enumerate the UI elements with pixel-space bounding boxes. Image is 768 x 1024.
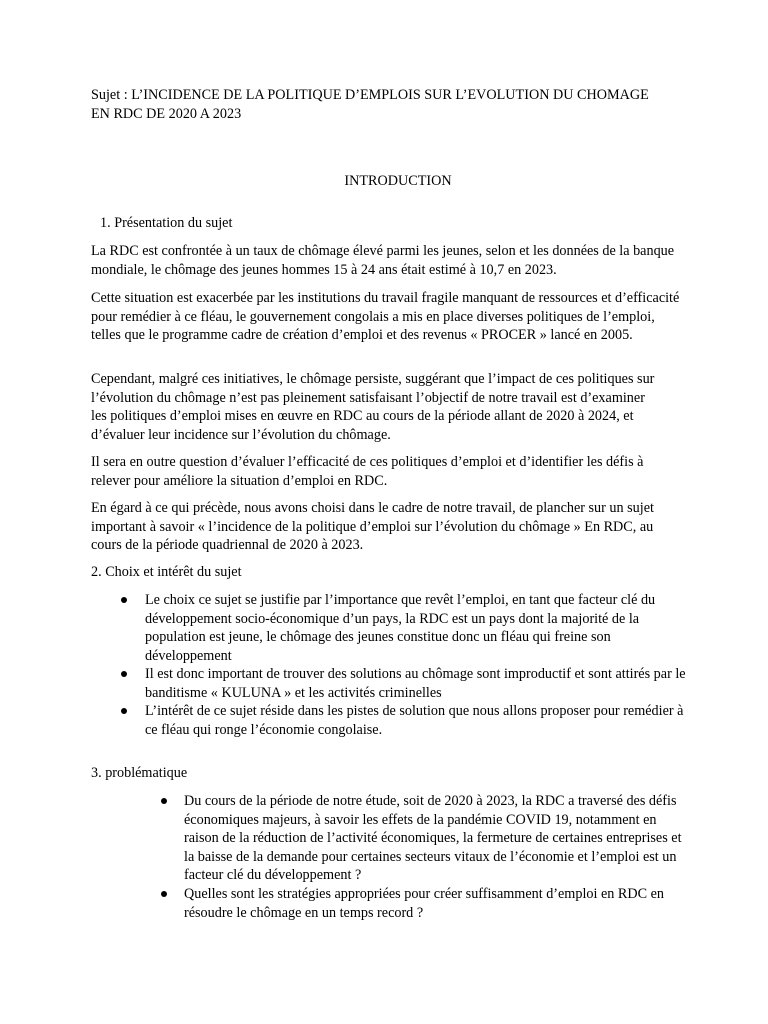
list-item bbox=[145, 702, 693, 739]
list-item bbox=[184, 885, 694, 922]
list-item bbox=[145, 591, 693, 665]
list-item-text: Du cours de la période de notre étude, soit de 2020 à 2023, la RDC a traversé des défis économiques majeurs, à savoir les effets de la pandémie COVID 19, notamment en raison de la réduction de l’activité économiques, la fermeture de certaines entreprises et la baisse de la demande pour certaines secteurs vitaux de l’économie et l’emploi est un facteur clé du développement ? bbox=[184, 793, 682, 884]
paragraph: Cette situation est exacerbée par les institutions du travail fragile manquant de ressources et d’efficacité pour remédier à ce fléau, le gouvernement congolais a mis en place diverses politiques de l’emploi, telles que le programme cadre de création d’emploi et des revenus « PROCER » lancé en 2005. bbox=[91, 290, 680, 344]
bullet-icon bbox=[121, 597, 127, 603]
bullet-icon bbox=[161, 798, 167, 804]
section-heading-presentation: 1. Présentation du sujet bbox=[100, 215, 233, 231]
paragraph: La RDC est confrontée à un taux de chômage élevé parmi les jeunes, selon et les données de la banque mondiale, le chômage des jeunes hommes 15 à 24 ans était estimé à 10,7 en 2023. bbox=[91, 243, 675, 278]
list-item bbox=[145, 665, 693, 702]
bullet-icon bbox=[121, 708, 127, 714]
paragraph: Il sera en outre question d’évaluer l’efficacité de ces politiques d’emploi et d’identifier les défis à relever pour améliore la situation d’emploi en RDC. bbox=[91, 454, 644, 489]
bullet-list-choix bbox=[145, 591, 693, 739]
list-item bbox=[184, 792, 694, 885]
paragraph: Cependant, malgré ces initiatives, le chômage persiste, suggérant que l’impact de ces politiques sur l’évolution du chômage n’est pas pleinement satisfaisant l’objectif de notre travail est d’examiner les politiques d’emploi mises en œuvre en RDC au cours de la période allant de 2020 à 2024, et d’évaluer leur incidence sur l’évolution du chômage. bbox=[91, 371, 655, 443]
list-item-text: Quelles sont les stratégies appropriées pour créer suffisamment d’emploi en RDC en résoudre le chômage en un temps record ? bbox=[184, 886, 665, 921]
introduction-heading: INTRODUCTION bbox=[344, 173, 452, 190]
document-title: Sujet : L’INCIDENCE DE LA POLITIQUE D’EMPLOIS SUR L’EVOLUTION DU CHOMAGE EN RDC DE 2020 A 2023 bbox=[91, 87, 649, 122]
list-item-text: Il est donc important de trouver des solutions au chômage sont improductif et sont attirés par le banditisme « KULUNA » et les activités criminelles bbox=[145, 666, 686, 701]
section-heading-choix: 2. Choix et intérêt du sujet bbox=[91, 564, 242, 580]
paragraph: En égard à ce qui précède, nous avons choisi dans le cadre de notre travail, de plancher sur un sujet important à savoir « l’incidence de la politique d’emploi sur l’évolution du chômage » En RDC, au cours de la période quadriennal de 2020 à 2023. bbox=[91, 500, 654, 554]
list-item-text: L’intérêt de ce sujet réside dans les pistes de solution que nous allons proposer pour remédier à ce fléau qui ronge l’économie congolaise. bbox=[145, 703, 684, 738]
bullet-icon bbox=[121, 671, 127, 677]
bullet-icon bbox=[161, 891, 167, 897]
list-item-text: Le choix ce sujet se justifie par l’importance que revêt l’emploi, en tant que facteur clé du développement socio-économique d’un pays, la RDC est un pays dont la majorité de la population est jeune, le chômage des jeunes constitue donc un fléau qui freine son développement bbox=[145, 592, 656, 664]
section-heading-problematique: 3. problématique bbox=[91, 765, 188, 781]
bullet-list-problematique bbox=[184, 792, 694, 922]
